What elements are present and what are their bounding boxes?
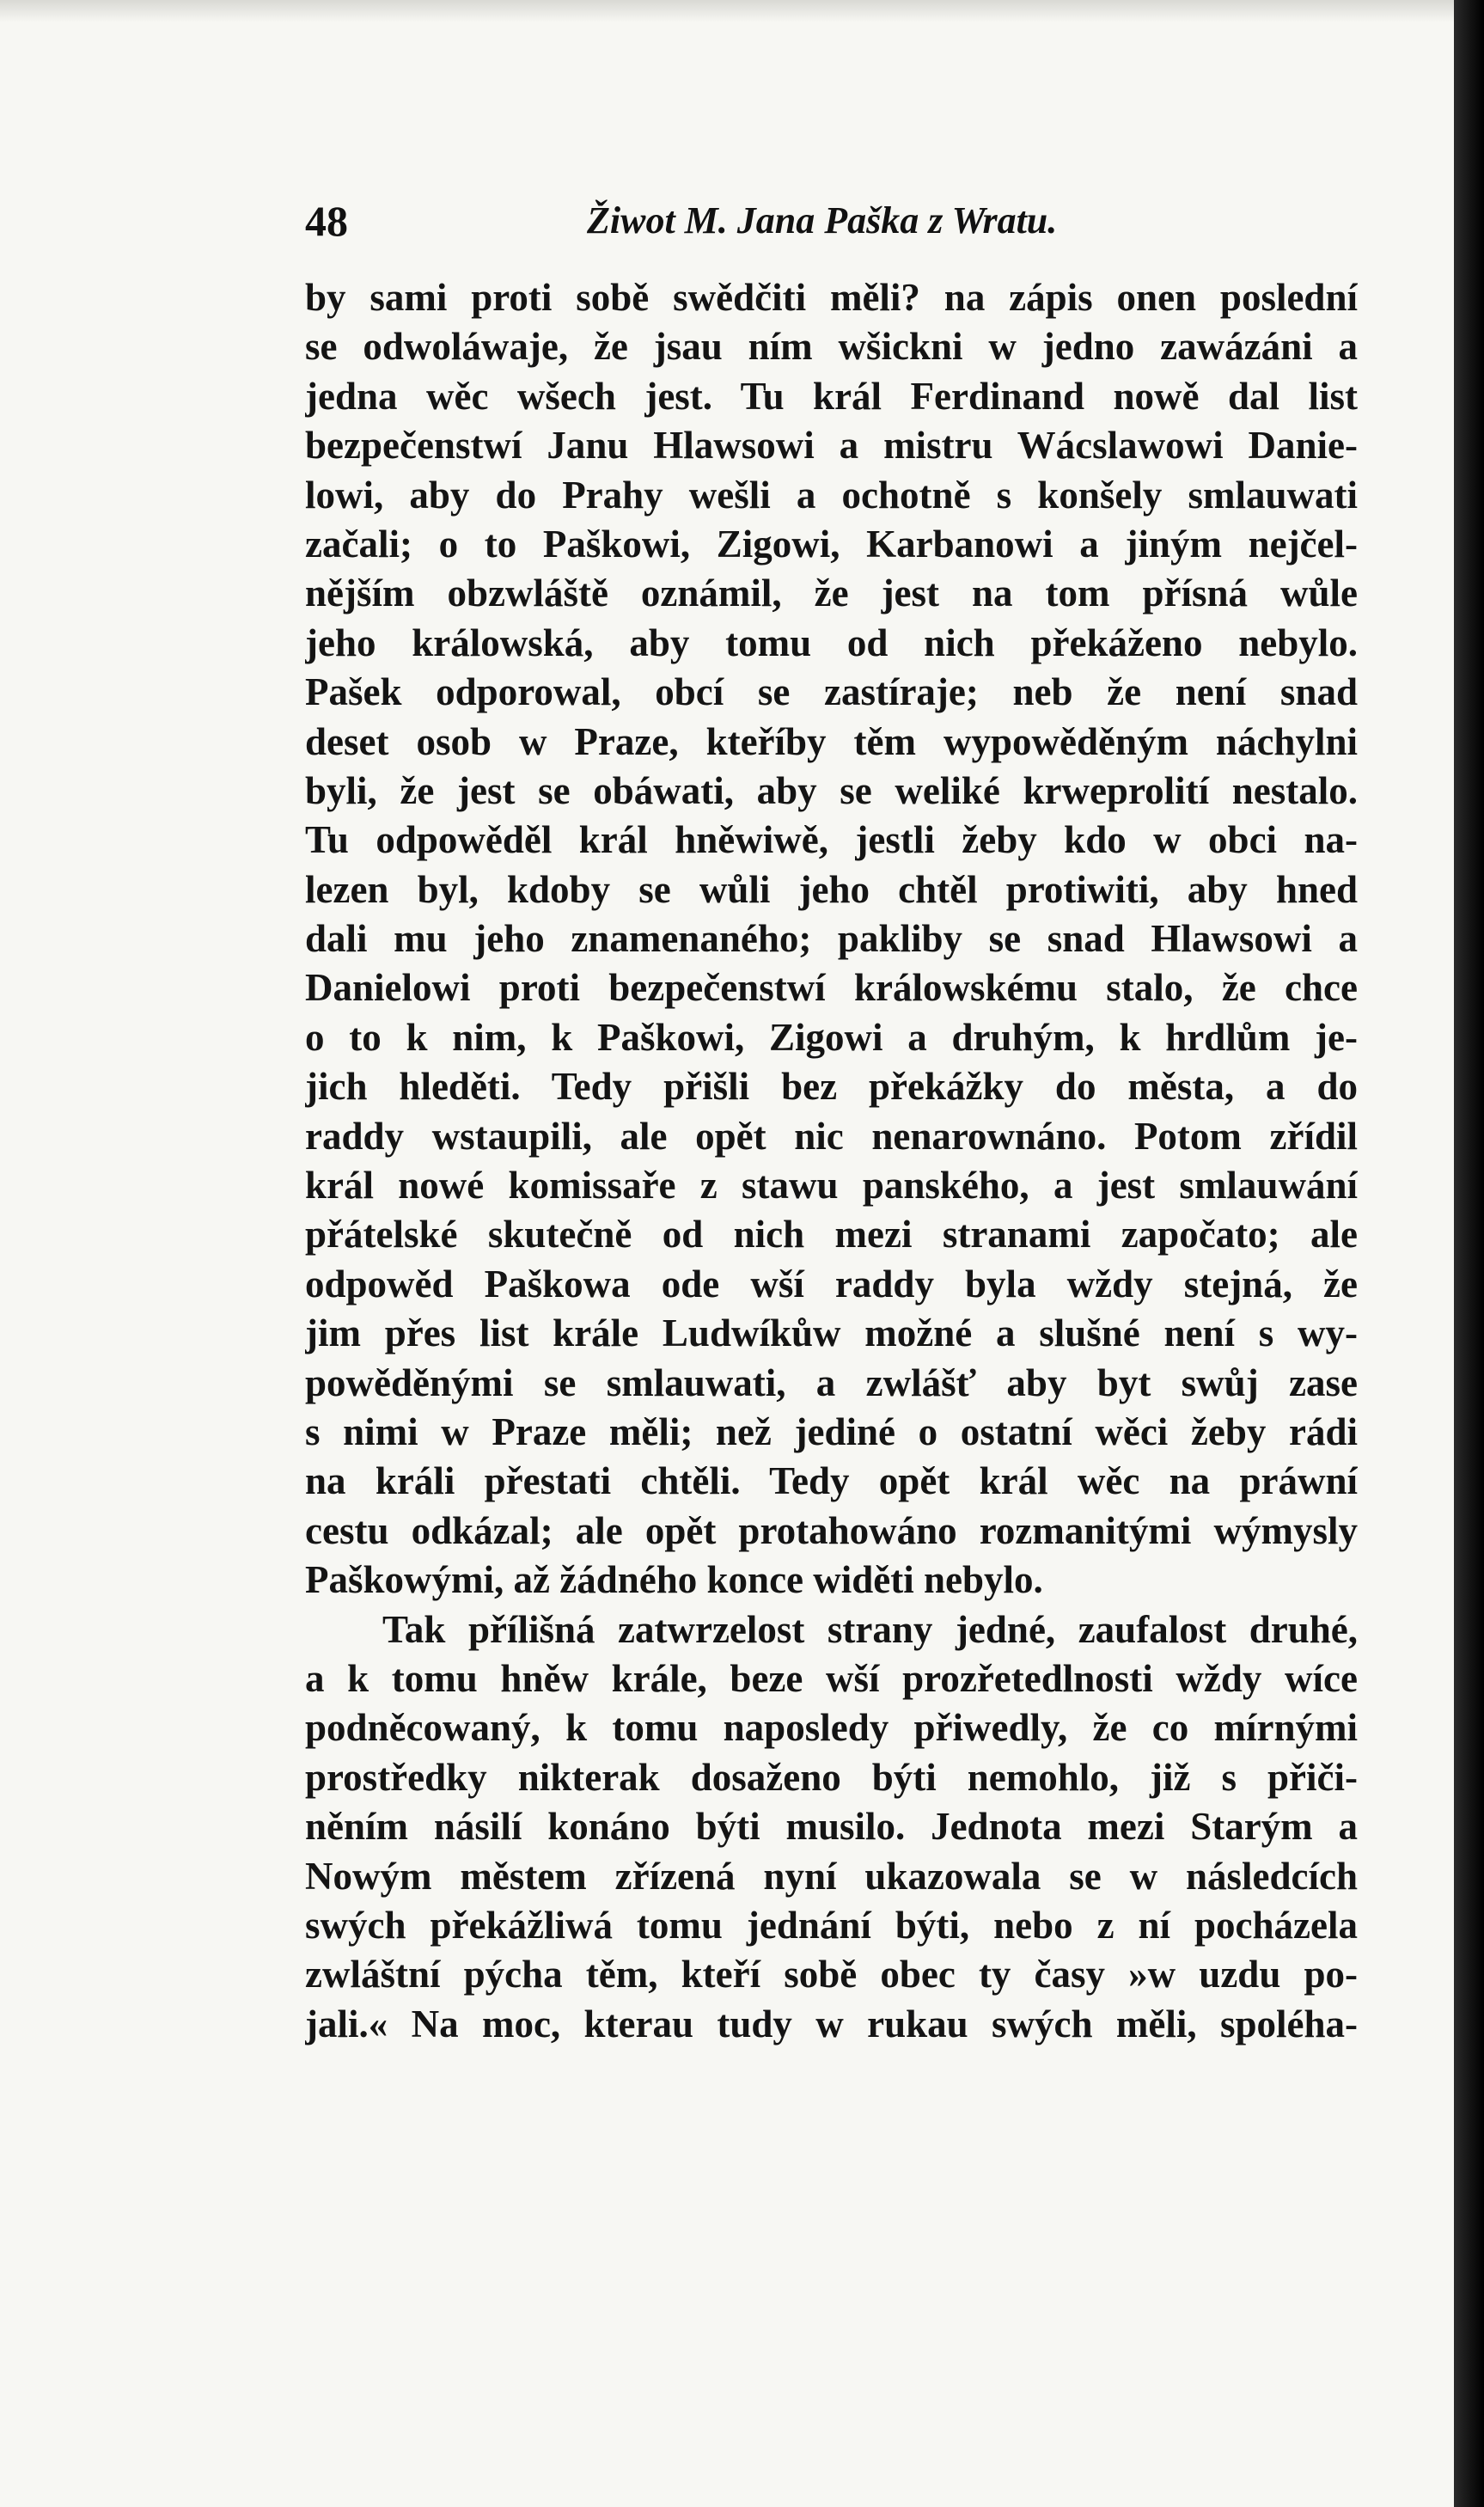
text-line: jich hleděti. Tedy přišli bez překážky do města, a do: [305, 1065, 1358, 1109]
paragraph-end-line: Paškowými, až žádného konce widěti nebylo.: [305, 1558, 1043, 1602]
text-line: deset osob w Praze, kteříby těm wypowěděným náchylni: [305, 719, 1358, 763]
text-line: byli, že jest se obáwati, aby se weliké krweprolití nestalo.: [305, 768, 1358, 812]
text-line: začali; o to Paškowi, Zigowi, Karbanowi a jiným nejčel-: [305, 522, 1358, 566]
text-line: swých překážliwá tomu jednání býti, nebo z ní pocházela: [305, 1903, 1358, 1947]
text-line: něním násilí konáno býti musilo. Jednota mezi Starým a: [305, 1805, 1358, 1849]
text-line: o to k nim, k Paškowi, Zigowi a druhým, k hrdlům je-: [305, 1015, 1358, 1059]
text-line: král nowé komissaře z stawu panského, a jest smlauwání: [305, 1164, 1358, 1208]
text-line: Danielowi proti bezpečenstwí králowskému stalo, že chce: [305, 966, 1358, 1010]
text-line: podněcowaný, k tomu naposledy přiwedly, že co mírnými: [305, 1706, 1358, 1750]
page-edge-shadow: [1454, 0, 1484, 2507]
text-line: raddy wstaupili, ale opět nic nenarownáno. Potom zřídil: [305, 1114, 1358, 1158]
text-line: přátelské skutečně od nich mezi stranami započato; ale: [305, 1213, 1358, 1257]
running-header: [305, 191, 1164, 251]
text-line: bezpečenstwí Janu Hlawsowi a mistru Wácslawowi Danie-: [305, 424, 1358, 468]
text-line: se odwoláwaje, že jsau ním wšickni w jedno zawázáni a: [305, 325, 1358, 369]
text-line: by sami proti sobě swědčiti měli? na zápis onen poslední: [305, 276, 1358, 319]
paragraph-start-line: Tak přílišná zatwrzelost strany jedné, zaufalost druhé,: [382, 1607, 1358, 1651]
text-line: cestu odkázal; ale opět protahowáno rozmanitými wýmysly: [305, 1508, 1358, 1552]
text-line: lowi, aby do Prahy wešli a ochotně s konšely smlauwati: [305, 473, 1358, 517]
text-line: jeho králowská, aby tomu od nich překáženo nebylo.: [305, 621, 1358, 664]
page-top-edge: [0, 0, 1454, 22]
text-line: Nowým městem zřízená nyní ukazowala se w následcích: [305, 1854, 1358, 1898]
text-line: zwláštní pýcha těm, kteří sobě obec ty časy »w uzdu po-: [305, 1953, 1358, 1996]
running-title: Žiwot M. Jana Paška z Wratu.: [587, 199, 1058, 242]
text-line: na králi přestati chtěli. Tedy opět král wěc na práwní: [305, 1459, 1358, 1503]
text-line: s nimi w Praze měli; než jediné o ostatní wěci žeby rádi: [305, 1409, 1358, 1453]
text-line: jim přes list krále Ludwíkůw možné a slušné není s wy-: [305, 1312, 1358, 1355]
text-line: powěděnými se smlauwati, a zwlášť aby byt swůj zase: [305, 1361, 1358, 1404]
text-line: prostředky nikterak dosaženo býti nemohlo, již s přiči-: [305, 1755, 1358, 1799]
text-line: dali mu jeho znamenaného; pakliby se snad Hlawsowi a: [305, 917, 1358, 961]
text-line: odpowěd Paškowa ode wší raddy byla wždy stejná, že: [305, 1262, 1358, 1305]
text-line: Tu odpowěděl král hněwiwě, jestli žeby kdo w obci na-: [305, 818, 1358, 862]
text-line: nějším obzwláště oznámil, že jest na tom přísná wůle: [305, 572, 1358, 615]
body-text: [305, 273, 1358, 2049]
text-line: lezen byl, kdoby se wůli jeho chtěl protiwiti, aby hned: [305, 867, 1358, 911]
text-line: jedna wěc wšech jest. Tu král Ferdinand nowě dal list: [305, 374, 1358, 418]
text-line: jali.« Na moc, kterau tudy w rukau swých měli, spoléha-: [305, 2002, 1358, 2045]
text-line: Pašek odporowal, obcí se zastíraje; neb že není snad: [305, 670, 1358, 714]
text-line: a k tomu hněw krále, beze wší prozřetedlnosti wždy wíce: [305, 1656, 1358, 1700]
page-number: 48: [305, 197, 348, 245]
